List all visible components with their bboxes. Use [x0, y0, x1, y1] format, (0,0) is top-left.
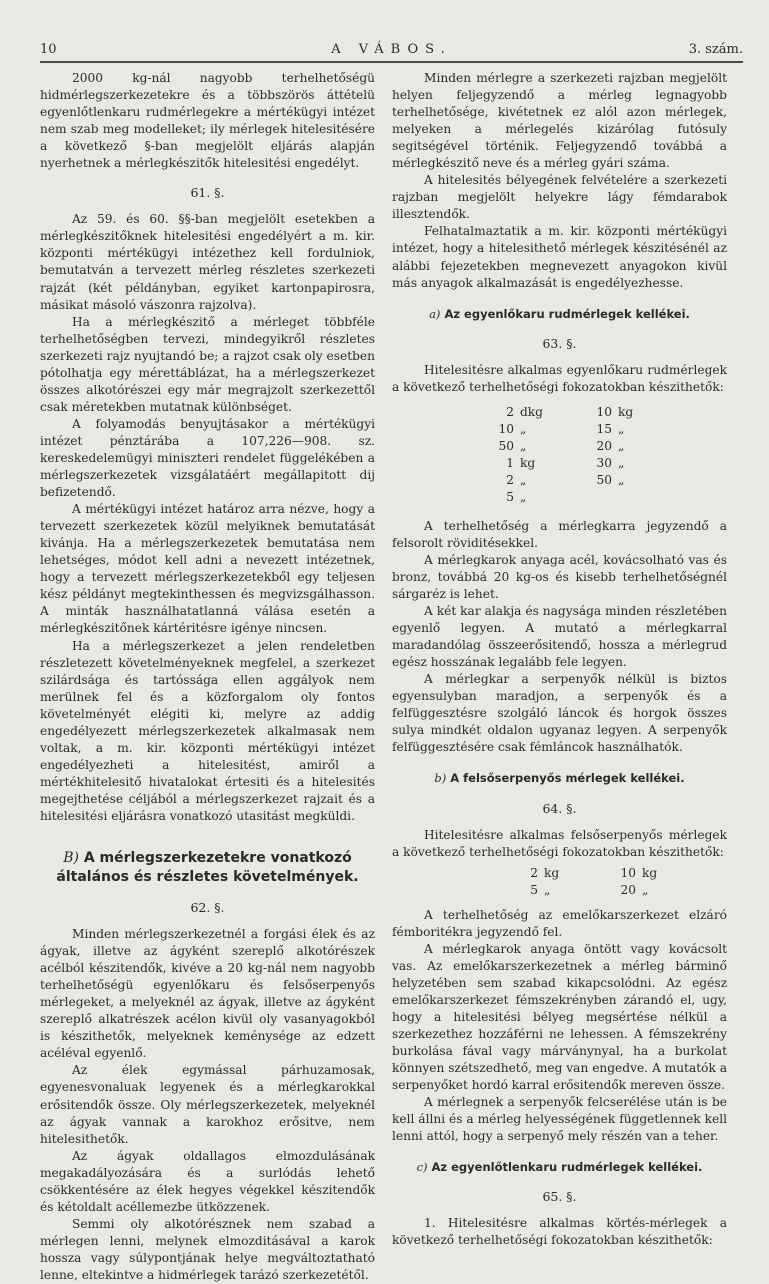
heading-prefix: B): [63, 850, 79, 867]
paragraph: A mértékügyi intézet határoz arra nézve, hogy a tervezett szerkezetek közül melyiknek bemutatását kivánja. Ha a mérlegszerkezetek bemutatása nem lehetséges, módot kell adni a nevezett intézetnek, hogy a tervezett mérlegszerkezetekből egy teljesen kész példányt megtekinthessen és megvizsgálhasson. A minták használhatatlanná válása esetén a mérlegkészitőnek kártéritésre igénye nincsen.: [40, 502, 375, 636]
paragraph: A terhelhetőség az emelőkarszerkezet elzáró fémboritékra jegyzendő fel.: [392, 907, 727, 939]
page-number: 10: [40, 42, 57, 57]
table-row: 2 „ 50 „: [506, 472, 625, 487]
paragraph: Ha a mérlegkészitő a mérleget többféle terhelhetőségben tervezi, mindegyikről részletes szerkezeti rajz nyujtandó be; a rajzot csak oly esetben pótolhatja egy mérettáblázat, ha a mérlegszerkezet összes alkotórészei egy már megrajzolt szerkezettől csak méretekben mutatnak különbséget.: [40, 314, 375, 414]
heading-a-equal-arm-scales: [392, 306, 727, 323]
table-row: 10 „ 15 „: [498, 421, 625, 436]
heading-text: Az egyenlőkaru rudmérlegek kellékei.: [444, 306, 690, 321]
paragraph: Ha a mérlegszerkezet a jelen rendeletben részletezett követelményeknek megfelel, a szerkezet szilárdsága és tartóssága ellen aggályok nem merülnek fel és a közforgalom oly fontos követelményét elégiti ki, melyre az addig engedélyezett mérlegszerkezetek alkalmasak nem voltak, a m. kir. központi mértékügyi intézet engedélyezheti a hitelesitést, amiről a mértékhitelesitő hivatalokat értesiti és a hitelesités megejthetése céljából a mérlegszerkezet rajzait és a hitelesitési eljárásra vonatkozó utasitást megküldi.: [40, 638, 375, 823]
paragraph: A két kar alakja és nagysága minden részletében egyenlő legyen. A mutató a mérlegkarral maradandólag összeerősitendő, hossza a mérlegrud egész hosszának legalább fele legyen.: [392, 604, 727, 670]
paragraph: A mérlegkarok anyaga acél, kovácsolható vas és bronz, továbbá 20 kg-os és kisebb terhelhetőségnél sárgaréz is lehet.: [392, 552, 727, 601]
capacity-table-63: [476, 404, 633, 506]
paragraph: Az ágyak oldallagos elmozdulásának megakadályozására és a surlódás lehető csökkentésére az élek hegyes végekkel készitendők és kétoldalt acéllemezbe ütközzenek.: [40, 1148, 375, 1214]
table-row: 1 kg 30 „: [506, 455, 625, 470]
paragraph: Az élek egymással párhuzamosak, egyenesvonaluak legyenek és a mérlegkarokkal erősitendők össze. Oly mérlegszerkezetek, melyeknél az ágyak vannak a karokhoz erősitve, nem hitelesithetők.: [40, 1063, 375, 1146]
table-row: 5 „: [506, 489, 527, 504]
section-number-64: 64. §.: [542, 800, 577, 816]
issue-number: 3. szám.: [688, 42, 743, 57]
paragraph: A hitelesités bélyegének felvételére a szerkezeti rajzban megjelölt helyekre lágy fémdarabok illesztendők.: [392, 173, 727, 222]
table-row: 2 kg 10 kg: [530, 865, 658, 880]
header-rule: [40, 61, 743, 63]
heading-prefix: b): [434, 771, 447, 786]
table-row: 5 „ 20 „: [530, 882, 649, 897]
paragraph: A mérlegnek a serpenyők felcserélése után is be kell állni és a mérleg helyességének függetlennek kell lenni attól, hogy a serpenyő mely részén van a teher.: [392, 1095, 727, 1144]
right-column: [392, 70, 727, 1249]
paragraph: Minden mérlegre a szerkezeti rajzban megjelölt helyen feljegyzendő a mérleg legnagyobb terhelhetősége, kivétetnek ez alól azon mérlegek, melyeken a mérlegelés kizárólag futósuly segitségével történik. Feljegyzendő továbbá a mérlegkészitő neve és a mérleg gyári száma.: [392, 71, 727, 171]
paragraph: Hitelesitésre alkalmas egyenlőkaru rudmérlegek a következő terhelhetőségi fokozatokban készithetők:: [392, 362, 727, 394]
table-row: 2 dkg 10 kg: [506, 404, 634, 419]
section-number-65: 65. §.: [542, 1189, 577, 1205]
page-header: [40, 40, 743, 60]
paragraph: Az 59. és 60. §§-ban megjelölt esetekben a mérlegkészitőknek hitelesitési engedélyért a m. kir. központi mértékügyi intézethez kell fordulniok, bemutatván a tervezett mérleg részletes szerkezeti rajzát (két példányban, egyiket kartonpapirosra, másikat másoló vászonra rajzolva).: [40, 212, 375, 312]
table-row: 50 „ 20 „: [498, 438, 625, 453]
paragraph: A mérlegkarok anyaga öntött vagy kovácsolt vas. Az emelőkarszerkezetnek a mérleg bárminő helyzetében sem szabad kikapcsolódni. Az egész emelőkarszerkezet fémszekrényben zárandó el, ugy, hogy a hitelesitési bélyeg megsértése nélkül a szerkezethez hozzáférni ne lehessen. A fémszekrény burkolása fával vagy márványnyal, ha a burkolat könnyen szétszedhető, meg van engedve. A mutatók a serpenyőket hordó karral erősitendők mereven össze.: [392, 941, 727, 1093]
paragraph: 1. Hitelesitésre alkalmas körtés-mérlegek a következő terhelhetőségi fokozatokban készithetők:: [392, 1216, 727, 1248]
paragraph: Minden mérlegszerkezetnél a forgási élek és az ágyak, illetve az ágyként szereplő alkotórészek acélból készitendők, kivéve a 20 kg-nál nem nagyobb terhelhetőségü egyenlőkaru és felsőserpenyős mérlegeket, a melyeknél az ágyak, illetve az ágyként szereplő alkatrészek acélon kivül oly vasanyagokból is készithetők, melyeknek keménysége az edzett acéléval egyenlő.: [40, 927, 375, 1061]
heading-b-top-pan-scales: [392, 770, 727, 787]
heading-text: Az egyenlőtlenkaru rudmérlegek kellékei.: [431, 1160, 703, 1175]
section-number-62: 62. §.: [190, 900, 225, 916]
paragraph: 2000 kg-nál nagyobb terhelhetőségü hidmérlegszerkezetekre és a többszörös áttételü egyenlőtlenkaru rudmérlegekre a mértékügyi intézet nem szab meg modelleket; ily mérlegek hitelesitésére a következő §-ban megjelölt eljárás alapján nyerhetnek a mérlegkészitők hitelesitési engedélyt.: [40, 71, 375, 171]
heading-text: A felsőserpenyős mérlegek kellékei.: [450, 771, 685, 786]
paragraph: Felhatalmaztatik a m. kir. központi mértékügyi intézet, hogy a hitelesithető mérlegek készitésénél az alábbi fejezetekben megnevezett anyagokon kivül más anyagok alkalmazását is engedélyezhesse.: [392, 224, 727, 290]
section-number-61: 61. §.: [190, 185, 225, 201]
paragraph: Hitelesitésre alkalmas felsőserpenyős mérlegek a következő terhelhetőségi fokozatokban készithetők:: [392, 827, 727, 859]
heading-prefix: c): [416, 1160, 428, 1175]
section-number-63: 63. §.: [542, 335, 577, 351]
paragraph: A terhelhetőség a mérlegkarra jegyzendő a felsorolt röviditésekkel.: [392, 518, 727, 550]
heading-text: A mérlegszerkezetekre vonatkozó általános és részletes követelmények.: [56, 850, 359, 886]
journal-title: A VÁBOS.: [331, 42, 452, 57]
paragraph: A mérlegkar a serpenyők nélkül is biztos egyensulyban maradjon, a serpenyők és a felfüggesztésre szolgáló láncok és horgok összes sulya mindkét oldalon ugyanaz legyen. A serpenyők felfüggesztésére csak fémláncok használhatók.: [392, 672, 727, 755]
paragraph: Semmi oly alkotórésznek nem szabad a mérlegen lenni, melynek elmozditásával a karok hossza vagy súlypontjának helye megváltoztatható lenne, eltekintve a hidmérlegek tarázó szerkezetétől.: [40, 1216, 375, 1282]
heading-prefix: a): [429, 306, 441, 321]
paragraph: A folyamodás benyujtásakor a mértékügyi intézet pénztárába a 107,226—908. sz. kereskedelemügyi miniszteri rendelet függelékében a mérlegszerkezetek vizsgálatáért megállapitott dij befizetendő.: [40, 416, 375, 500]
left-column: [40, 70, 375, 1284]
heading-c-unequal-arm-scales: [392, 1159, 727, 1176]
capacity-table-64: [500, 865, 657, 899]
heading-b-general-requirements: [40, 849, 375, 887]
